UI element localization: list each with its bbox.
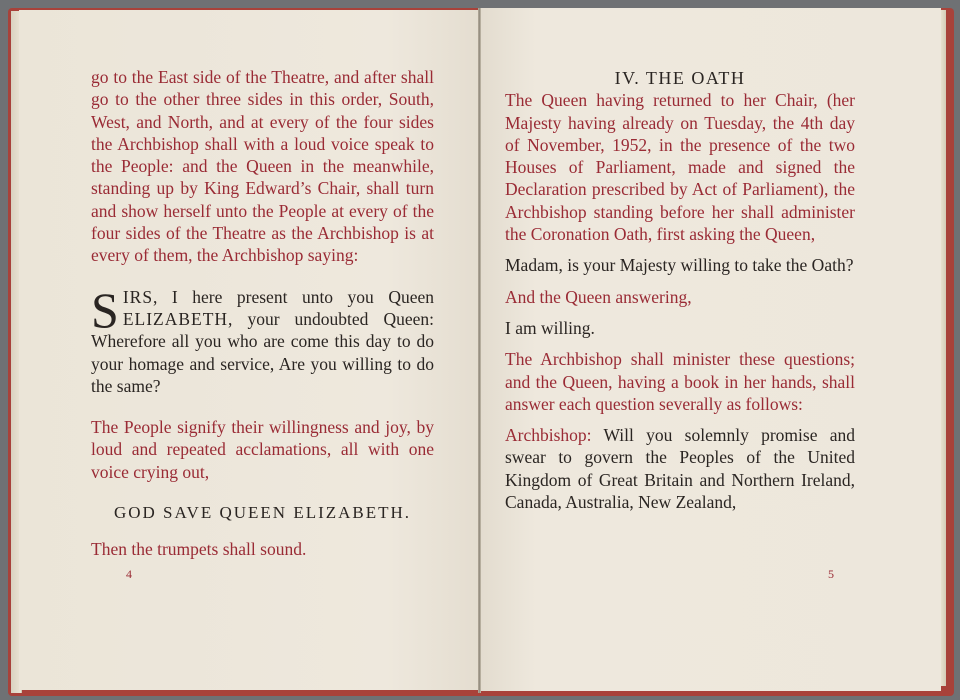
drop-cap: S xyxy=(91,281,119,338)
oath-question: Archbishop: Will you solemnly promise and swear to govern the Peoples of the United Kingdom of Great Britain and Northern Ireland, Canada, Australia, New Zealand, xyxy=(505,425,855,513)
archbishop-recognition-speech: SIRS, I here present unto you Queen ELIZABETH, your undoubted Queen: Wherefore all you who are come this day to do your homage and service, Are you willing to do the same? xyxy=(91,281,434,396)
rubric-paragraph: Then the trumpets shall sound. xyxy=(91,539,307,560)
rubric-paragraph: The Queen having returned to her Chair, (her Majesty having already on Tuesday, the 4th day of November, 1952, in the presence of the two Houses of Parliament, made and signed the Declaration prescribed by Act of Parliament), the Archbishop standing before her shall administer the Coronation Oath, first asking the Queen, xyxy=(505,90,855,245)
left-page-text xyxy=(91,66,434,561)
archbishop-question: Madam, is your Majesty willing to take the Oath? xyxy=(505,255,854,276)
rubric-paragraph: go to the East side of the Theatre, and after shall go to the other three sides in this order, South, West, and North, and at every of the four sides the Archbishop shall with a loud voice speak to the People: and the Queen in the meanwhile, standing up by King Edward’s Chair, shall turn and show herself unto the People at every of the four sides of the Theatre as the Archbishop is at every of them, the Archbishop saying: xyxy=(91,67,434,266)
acclamation: GOD SAVE QUEEN ELIZABETH. xyxy=(113,503,412,523)
page-number-right: 5 xyxy=(828,567,834,581)
small-caps-name: ELIZABETH xyxy=(122,308,229,329)
rubric-paragraph: The People signify their willingness and joy, by loud and repeated acclamations, all with one voice crying out, xyxy=(91,417,434,482)
section-heading: IV. THE OATH xyxy=(614,68,746,88)
small-caps-lead: IRS xyxy=(122,286,154,307)
speaker-label: Archbishop: xyxy=(505,425,592,446)
queen-answer: I am willing. xyxy=(505,317,595,338)
rubric-paragraph: And the Queen answering, xyxy=(505,286,692,307)
page-number-left: 4 xyxy=(126,567,132,581)
rubric-paragraph: The Archbishop shall minister these questions; and the Queen, having a book in her hands, shall answer each question severally as follows: xyxy=(505,349,855,414)
right-page-text xyxy=(505,67,855,513)
book-gutter xyxy=(478,8,481,693)
